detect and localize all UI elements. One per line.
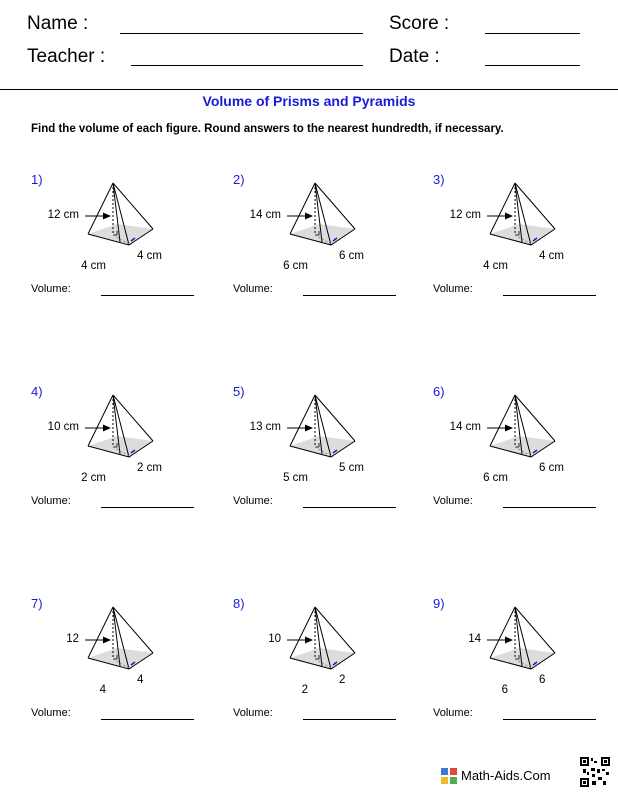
height-label: 13 cm — [249, 421, 281, 433]
problem-7 — [31, 596, 231, 741]
problem-number: 1) — [31, 172, 43, 187]
height-label: 14 cm — [449, 421, 481, 433]
name-label: Name : — [27, 13, 89, 34]
base-front-label: 6 cm — [283, 260, 308, 272]
problem-9 — [433, 596, 618, 741]
volume-label: Volume: — [433, 283, 473, 295]
volume-answer-line[interactable] — [503, 719, 596, 720]
base-front-label: 2 — [301, 684, 308, 696]
teacher-label: Teacher : — [27, 46, 106, 67]
pyramid-figure — [31, 172, 231, 282]
pyramid-figure — [433, 596, 618, 706]
volume-answer-line[interactable] — [503, 295, 596, 296]
pyramid-figure — [433, 172, 618, 282]
score-line — [485, 33, 580, 34]
problem-4 — [31, 384, 231, 529]
problem-number: 4) — [31, 384, 43, 399]
worksheet-title: Volume of Prisms and Pyramids — [202, 93, 416, 109]
base-front-label: 6 cm — [483, 472, 508, 484]
base-front-label: 2 cm — [81, 472, 106, 484]
problem-3 — [433, 172, 618, 317]
volume-answer-line[interactable] — [303, 719, 396, 720]
date-line — [485, 65, 580, 66]
site-name: Math-Aids.Com — [461, 768, 551, 783]
problem-number: 5) — [233, 384, 245, 399]
header-divider — [0, 89, 618, 90]
base-front-label: 6 — [501, 684, 508, 696]
pyramid-figure — [233, 596, 433, 706]
base-front-label: 5 cm — [283, 472, 308, 484]
height-label: 10 — [268, 633, 281, 645]
problem-number: 3) — [433, 172, 445, 187]
base-side-label: 6 cm — [339, 250, 364, 262]
problem-number: 6) — [433, 384, 445, 399]
volume-label: Volume: — [433, 707, 473, 719]
height-label: 14 — [468, 633, 481, 645]
base-side-label: 4 — [137, 674, 144, 686]
volume-label: Volume: — [233, 283, 273, 295]
problem-6 — [433, 384, 618, 529]
base-side-label: 4 cm — [137, 250, 162, 262]
qr-code-icon — [580, 757, 610, 787]
volume-label: Volume: — [233, 707, 273, 719]
pyramid-figure — [31, 596, 231, 706]
problem-5 — [233, 384, 433, 529]
height-label: 12 — [66, 633, 79, 645]
height-label: 12 cm — [449, 209, 481, 221]
volume-label: Volume: — [31, 495, 71, 507]
volume-answer-line[interactable] — [303, 295, 396, 296]
base-side-label: 6 — [539, 674, 546, 686]
problem-1 — [31, 172, 231, 317]
volume-answer-line[interactable] — [503, 507, 596, 508]
base-side-label: 5 cm — [339, 462, 364, 474]
volume-label: Volume: — [433, 495, 473, 507]
pyramid-figure — [233, 384, 433, 494]
base-front-label: 4 cm — [483, 260, 508, 272]
pyramid-figure — [31, 384, 231, 494]
volume-answer-line[interactable] — [101, 507, 194, 508]
score-label: Score : — [389, 13, 450, 34]
date-label: Date : — [389, 46, 440, 67]
problem-8 — [233, 596, 433, 741]
volume-label: Volume: — [31, 283, 71, 295]
base-side-label: 4 cm — [539, 250, 564, 262]
problem-number: 7) — [31, 596, 43, 611]
problem-number: 2) — [233, 172, 245, 187]
volume-answer-line[interactable] — [101, 295, 194, 296]
name-line — [120, 33, 363, 34]
height-label: 12 cm — [47, 209, 79, 221]
problem-2 — [233, 172, 433, 317]
height-label: 10 cm — [47, 421, 79, 433]
base-side-label: 6 cm — [539, 462, 564, 474]
instructions: Find the volume of each figure. Round answers to the nearest hundredth, if necessary. — [31, 123, 504, 135]
base-front-label: 4 cm — [81, 260, 106, 272]
base-front-label: 4 — [99, 684, 106, 696]
height-label: 14 cm — [249, 209, 281, 221]
problem-number: 9) — [433, 596, 445, 611]
volume-answer-line[interactable] — [101, 719, 194, 720]
base-side-label: 2 — [339, 674, 346, 686]
calculator-icon — [441, 768, 457, 784]
volume-answer-line[interactable] — [303, 507, 396, 508]
volume-label: Volume: — [31, 707, 71, 719]
teacher-line — [131, 65, 363, 66]
volume-label: Volume: — [233, 495, 273, 507]
problem-number: 8) — [233, 596, 245, 611]
pyramid-figure — [233, 172, 433, 282]
pyramid-figure — [433, 384, 618, 494]
base-side-label: 2 cm — [137, 462, 162, 474]
